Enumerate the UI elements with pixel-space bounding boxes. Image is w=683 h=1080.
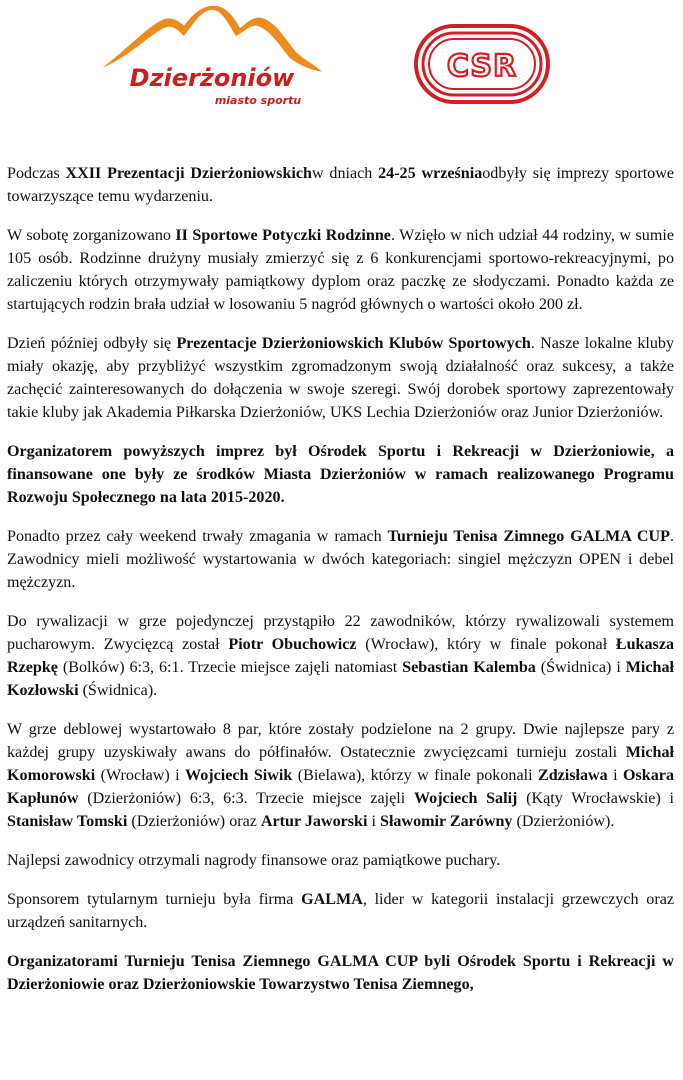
article-body	[7, 162, 674, 1012]
bold-text: Piotr Obuchowicz	[228, 636, 357, 653]
paragraph	[7, 888, 674, 934]
text-run: w dniach	[311, 165, 379, 182]
paragraph	[7, 718, 674, 833]
text-run: (Wrocław) i	[95, 767, 185, 784]
paragraph	[7, 224, 674, 316]
text-run: W sobotę zorganizowano	[7, 227, 176, 244]
mountain-shape	[102, 6, 322, 72]
bold-text: Sebastian Kalemba	[402, 659, 536, 676]
text-run: (Dzierżoniów).	[512, 813, 615, 830]
text-run: (Bolków) 6:3, 6:1. Trzecie miejsce zajęli natomiast	[57, 659, 403, 676]
csr-logo	[414, 24, 550, 104]
logo-tagline-text: miasto sportu	[214, 94, 302, 107]
text-run: . Zawodnicy mieli możliwość wystartowania w dwóch kategoriach: singiel mężczyzn OPEN i debel mężczyzn.	[7, 528, 674, 591]
text-run: (Dzierżoniów) oraz	[127, 813, 261, 830]
bold-text: Łukasza Rzepkę	[7, 636, 675, 676]
text-run: Do rywalizacji w grze pojedynczej przystąpiło 22 zawodników, którzy rywalizowali systemem pucharowym. Zwycięzcą został	[7, 613, 674, 653]
text-run: odbyły się imprezy sportowe towarzyszące temu wydarzeniu.	[7, 165, 674, 205]
paragraph	[7, 950, 674, 996]
text-run: (Świdnica).	[78, 682, 158, 699]
bold-text: XXII Prezentacji Dzierżoniowskich	[65, 165, 312, 182]
text-run: i	[607, 767, 624, 784]
text-run: (Dzierżoniów) 6:3, 6:3. Trzecie miejsce zajęli	[78, 790, 414, 807]
bold-text: Stanisław Tomski	[7, 813, 128, 830]
bold-text: Oskara Kapłunów	[7, 767, 674, 807]
bold-text: Wojciech Siwik	[184, 767, 293, 784]
text-run: (Kąty Wrocławskie) i	[517, 790, 674, 807]
text-run: , lider w kategorii instalacji grzewczych oraz urządzeń sanitarnych.	[7, 891, 674, 931]
paragraph	[7, 162, 674, 208]
paragraph	[7, 332, 674, 424]
bold-text: II Sportowe Potyczki Rodzinne	[175, 227, 391, 244]
text-run: Najlepsi zawodnicy otrzymali nagrody finansowe oraz pamiątkowe puchary.	[7, 852, 501, 869]
bold-text: Zdzisława	[537, 767, 608, 784]
bold-text: Michał Komorowski	[7, 744, 674, 784]
bold-text: Sławomir Zarówny	[380, 813, 513, 830]
text-run: . Wzięło w nich udział 44 rodziny, w sumie 105 osób. Rodzinne drużyny musiały zmierzyć się z 6 konkurencjami sportowo-rekreacyjnymi, po zaliczeniu których otrzymywały pamiątkowy dyplom oraz paczkę ze słodyczami. Ponadto każda ze startujących rodzin brała udział w losowaniu 5 nagród głównych o wartości około 200 zł.	[7, 227, 674, 313]
logo-name-text: Dzierżoniów	[129, 64, 295, 92]
text-run: (Bielawa), którzy w finale pokonali	[292, 767, 538, 784]
bold-text: Artur Jaworski	[260, 813, 368, 830]
text-run: W grze deblowej wystartowało 8 par, które zostały podzielone na 2 grupy. Dwie najlepsze pary z każdej grupy uzyskiwały awans do półfinałów. Ostatecznie zwycięzcami turnieju zostali	[7, 721, 674, 761]
text-run: i	[367, 813, 380, 830]
paragraph	[7, 440, 674, 509]
csr-logo-text: CSR	[446, 49, 518, 84]
header-logos	[0, 0, 683, 130]
text-run: Ponadto przez cały weekend trwały zmagania w ramach	[7, 528, 388, 545]
paragraph	[7, 610, 674, 702]
bold-text: 24-25 września	[378, 165, 483, 182]
bold-text: Turnieju Tenisa Zimnego GALMA CUP	[387, 528, 670, 545]
bold-text: Organizatorem powyższych imprez był Ośrodek Sportu i Rekreacji w Dzierżoniowie, a finansowane one były ze środków Miasta Dzierżoniów w ramach realizowanego Programu Rozwoju Społecznego na lata 2015-2020.	[7, 443, 674, 506]
bold-text: Wojciech Salij	[413, 790, 518, 807]
text-run: . Nasze lokalne kluby miały okazję, aby przybliżyć wszystkim zgromadzonym swoją działalność oraz sukcesy, a także zachęcić zainteresowanych do dołączenia w swoje szeregi. Swój dorobek sportowy zaprezentowały takie kluby jak Akademia Piłkarska Dzierżoniów, UKS Lechia Dzierżoniów oraz Junior Dzierżoniów.	[7, 335, 674, 421]
bold-text: GALMA	[301, 891, 363, 908]
text-run: (Wrocław), który w finale pokonał	[356, 636, 616, 653]
paragraph	[7, 849, 674, 872]
text-run: Sponsorem tytularnym turnieju była firma	[7, 891, 302, 908]
text-run: Podczas	[7, 165, 66, 182]
bold-text: Michał Kozłowski	[7, 659, 674, 699]
bold-text: Organizatorami Turnieju Tenisa Ziemnego GALMA CUP byli Ośrodek Sportu i Rekreacji w Dzierżoniowie oraz Dzierżoniowskie Towarzystwo Tenisa Ziemnego,	[7, 953, 674, 993]
text-run: Dzień później odbyły się	[7, 335, 177, 352]
bold-text: Prezentacje Dzierżoniowskich Klubów Sportowych	[176, 335, 531, 352]
dzierzoniow-logo	[100, 6, 324, 114]
text-run: (Świdnica) i	[535, 659, 626, 676]
paragraph	[7, 525, 674, 594]
